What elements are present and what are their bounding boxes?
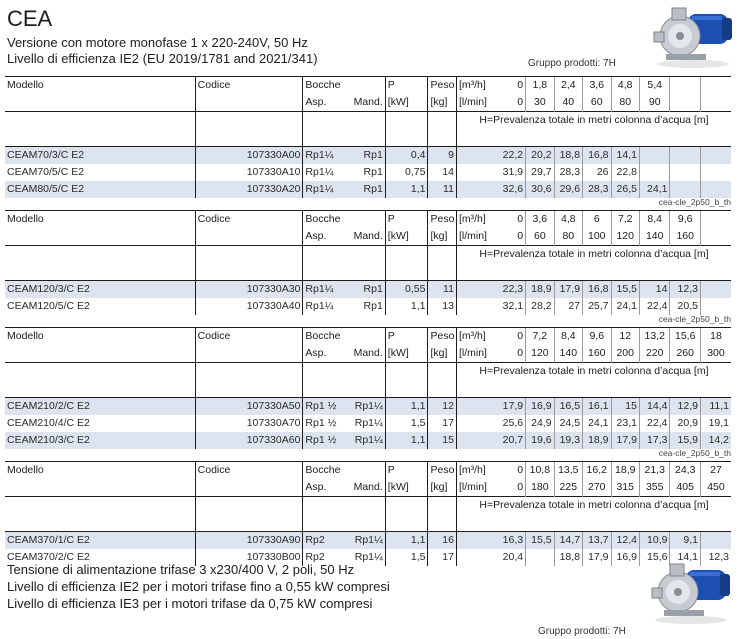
cell-h: 24,5 bbox=[554, 415, 582, 432]
cell-mand: Rp1¼ bbox=[354, 417, 383, 429]
table-header-row bbox=[5, 345, 731, 363]
cell-h: 24,1 bbox=[611, 298, 639, 315]
cell-h: 14,1 bbox=[670, 549, 701, 566]
cell-h: 14,7 bbox=[554, 532, 582, 550]
cell-h bbox=[700, 147, 731, 165]
cell-h: 19,3 bbox=[554, 432, 582, 449]
cell-h: 22,4 bbox=[639, 298, 670, 315]
cell-asp: Rp1 ½ bbox=[303, 415, 344, 432]
footer-ie3-note: Livello di efficienza IE3 per i motori trifase da 0,75 kW compresi bbox=[7, 596, 373, 611]
cell-asp: Rp1¼ bbox=[303, 147, 344, 165]
cell-mand: Rp1 bbox=[344, 281, 386, 299]
flow-m3h: 18,9 bbox=[611, 462, 639, 480]
flow-m3h: 7,2 bbox=[611, 211, 639, 229]
header-bocche: Bocche bbox=[303, 211, 385, 229]
header-bocche: Bocche bbox=[303, 462, 385, 480]
cell-peso: 15 bbox=[428, 432, 456, 449]
cell-model: CEAM210/3/C E2 bbox=[5, 432, 195, 449]
cell-h bbox=[670, 164, 701, 181]
cell-h: 19,1 bbox=[700, 415, 731, 432]
cell-h: 9,1 bbox=[670, 532, 701, 550]
cell-h: 28,3 bbox=[554, 164, 582, 181]
cell-mand: Rp1 bbox=[344, 147, 386, 165]
header-modello: Modello bbox=[5, 77, 195, 95]
table-code-label: cea-cle_2p50_b_th bbox=[658, 314, 731, 324]
cell-peso: 12 bbox=[428, 398, 456, 416]
flow-m3h: 3,6 bbox=[583, 77, 611, 95]
flow-m3h: 16,2 bbox=[583, 462, 611, 480]
flow-lmin: 220 bbox=[639, 345, 670, 363]
table-header-row bbox=[5, 363, 731, 381]
cell-h: 15,9 bbox=[670, 432, 701, 449]
flow-m3h: 12 bbox=[611, 328, 639, 346]
flow-m3h: 4,8 bbox=[611, 77, 639, 95]
table-code-label: cea-cle_2p50_b_th bbox=[658, 197, 731, 207]
cell-h: 17,9 bbox=[583, 549, 611, 566]
cell-model: CEAM80/5/C E2 bbox=[5, 181, 195, 198]
cell-asp: Rp1¼ bbox=[303, 181, 344, 198]
cell-model: CEAM120/3/C E2 bbox=[5, 281, 195, 299]
cell-mand: Rp1¼ bbox=[344, 398, 386, 416]
flow-m3h: 7,2 bbox=[526, 328, 554, 346]
cell-p: 1,5 bbox=[385, 415, 428, 432]
cell-h: 19,6 bbox=[526, 432, 554, 449]
flow-lmin: 225 bbox=[554, 479, 582, 497]
cell-model: CEAM210/2/C E2 bbox=[5, 398, 195, 416]
flow-m3h: 2,4 bbox=[554, 77, 582, 95]
flow-lmin bbox=[670, 94, 701, 112]
footer-voltage-note: Tensione di alimentazione trifase 3 x230/400 V, 2 poli, 50 Hz bbox=[7, 562, 355, 577]
cell-model: CEAM370/1/C E2 bbox=[5, 532, 195, 550]
table-header-row bbox=[5, 479, 731, 497]
cell-h: 22,2 bbox=[456, 147, 525, 165]
flow-m3h: 18 bbox=[700, 328, 731, 346]
flow-lmin: 160 bbox=[583, 345, 611, 363]
flow-lmin: 100 bbox=[583, 228, 611, 246]
cell-code: 107330A60 bbox=[195, 432, 303, 449]
performance-table-3 bbox=[5, 327, 731, 449]
flow-m3h: 0 bbox=[497, 211, 525, 229]
cell-h: 16,1 bbox=[583, 398, 611, 416]
header-codice: Codice bbox=[195, 462, 303, 480]
flow-lmin: 60 bbox=[526, 228, 554, 246]
flow-m3h bbox=[670, 77, 701, 95]
flow-lmin: 160 bbox=[670, 228, 701, 246]
flow-lmin: 300 bbox=[700, 345, 731, 363]
header-prevalenza: H=Prevalenza totale in metri colonna d’acqua [m] bbox=[456, 497, 731, 515]
cell-p: 0,55 bbox=[385, 281, 428, 299]
cell-h bbox=[700, 181, 731, 198]
table-header-row bbox=[5, 94, 731, 112]
header-modello: Modello bbox=[5, 462, 195, 480]
cell-h: 15,5 bbox=[526, 532, 554, 550]
cell-h: 18,8 bbox=[554, 147, 582, 165]
flow-m3h: 0 bbox=[497, 77, 525, 95]
flow-lmin: 355 bbox=[639, 479, 670, 497]
header-prevalenza: H=Prevalenza totale in metri colonna d’acqua [m] bbox=[456, 246, 731, 264]
flow-m3h bbox=[700, 77, 731, 95]
flow-lmin: 140 bbox=[639, 228, 670, 246]
header-codice: Codice bbox=[195, 328, 303, 346]
flow-lmin: 120 bbox=[526, 345, 554, 363]
table-row bbox=[5, 181, 731, 198]
cell-h: 24,1 bbox=[583, 415, 611, 432]
cell-h: 20,2 bbox=[526, 147, 554, 165]
cell-model: CEAM70/5/C E2 bbox=[7, 166, 85, 178]
subtitle-motor: Versione con motore monofase 1 x 220-240V, 50 Hz bbox=[7, 35, 308, 50]
flow-lmin bbox=[700, 94, 731, 112]
cell-h: 18,9 bbox=[526, 281, 554, 299]
pump-image-icon bbox=[648, 2, 738, 70]
cell-asp: Rp2 bbox=[303, 549, 344, 566]
flow-lmin: 405 bbox=[670, 479, 701, 497]
cell-h: 13,7 bbox=[583, 532, 611, 550]
cell-h bbox=[526, 549, 554, 566]
flow-lmin: 80 bbox=[554, 228, 582, 246]
flow-m3h: 13,2 bbox=[639, 328, 670, 346]
cell-h: 24,1 bbox=[639, 181, 670, 198]
cell-h: 30,6 bbox=[526, 181, 554, 198]
cell-p: 1,1 bbox=[385, 181, 428, 198]
flow-lmin: 30 bbox=[526, 94, 554, 112]
cell-h: 15 bbox=[611, 398, 639, 416]
cell-h bbox=[700, 532, 731, 550]
cell-peso: 14 bbox=[428, 164, 456, 181]
header-p: P bbox=[385, 77, 428, 95]
table-row bbox=[5, 398, 731, 416]
flow-lmin: 270 bbox=[583, 479, 611, 497]
cell-asp: Rp1¼ bbox=[303, 164, 344, 181]
cell-h bbox=[700, 298, 731, 315]
header-prevalenza: H=Prevalenza totale in metri colonna d’acqua [m] bbox=[456, 363, 731, 381]
header-peso: Peso bbox=[428, 77, 456, 95]
cell-peso: 17 bbox=[428, 415, 456, 432]
cell-p: 1,1 bbox=[385, 532, 428, 550]
header-bocche: Bocche bbox=[303, 328, 385, 346]
header-p: P bbox=[385, 211, 428, 229]
cell-asp: Rp2 bbox=[303, 532, 344, 550]
flow-m3h: 9,6 bbox=[583, 328, 611, 346]
flow-lmin: 200 bbox=[611, 345, 639, 363]
flow-lmin: 90 bbox=[639, 94, 670, 112]
header-peso: Peso bbox=[428, 211, 456, 229]
flow-m3h bbox=[700, 211, 731, 229]
cell-h: 32,1 bbox=[456, 298, 525, 315]
cell-h: 20,9 bbox=[670, 415, 701, 432]
cell-model: CEAM70/3/C E2 bbox=[5, 147, 195, 165]
header-kw: [kW] bbox=[385, 479, 428, 497]
header-asp: Asp. bbox=[303, 479, 344, 497]
cell-h: 28,2 bbox=[526, 298, 554, 315]
flow-m3h: 15,6 bbox=[670, 328, 701, 346]
cell-asp: Rp1¼ bbox=[303, 281, 344, 299]
cell-code: 107330A10 bbox=[195, 164, 303, 181]
cell-model: CEAM370/2/C E2 bbox=[7, 551, 90, 563]
header-m3h: [m³/h] bbox=[456, 211, 497, 229]
flow-m3h: 8,4 bbox=[554, 328, 582, 346]
table-row bbox=[5, 164, 731, 181]
cell-h: 17,9 bbox=[611, 432, 639, 449]
header-p: P bbox=[385, 328, 428, 346]
table-header-row bbox=[5, 328, 731, 346]
cell-mand: Rp1¼ bbox=[354, 551, 383, 563]
cell-h: 17,3 bbox=[639, 432, 670, 449]
header-asp: Asp. bbox=[303, 345, 344, 363]
product-group-label: Gruppo prodotti: 7H bbox=[528, 58, 616, 69]
cell-h: 15,5 bbox=[611, 281, 639, 299]
flow-m3h: 3,6 bbox=[526, 211, 554, 229]
header-lmin: [l/min] bbox=[456, 345, 497, 363]
cell-h: 16,5 bbox=[554, 398, 582, 416]
cell-code: 107330A50 bbox=[195, 398, 303, 416]
cell-h: 16,9 bbox=[526, 398, 554, 416]
header-codice: Codice bbox=[195, 211, 303, 229]
cell-h: 14,1 bbox=[611, 147, 639, 165]
header-peso: Peso bbox=[428, 462, 456, 480]
flow-m3h: 13,5 bbox=[554, 462, 582, 480]
cell-h bbox=[670, 147, 701, 165]
cell-h: 16,8 bbox=[583, 147, 611, 165]
header-m3h: [m³/h] bbox=[456, 77, 497, 95]
header-mand: Mand. bbox=[353, 96, 383, 108]
cell-h bbox=[670, 181, 701, 198]
cell-h: 16,8 bbox=[583, 281, 611, 299]
pump-image-icon bbox=[646, 558, 736, 626]
cell-p: 0,75 bbox=[385, 164, 428, 181]
cell-code: 107330A30 bbox=[195, 281, 303, 299]
flow-m3h: 1,8 bbox=[526, 77, 554, 95]
cell-h: 15,6 bbox=[639, 549, 670, 566]
table-row bbox=[5, 281, 731, 299]
cell-h: 29,6 bbox=[554, 181, 582, 198]
flow-lmin: 180 bbox=[526, 479, 554, 497]
header-lmin: [l/min] bbox=[456, 94, 497, 112]
cell-mand: Rp1 bbox=[363, 166, 383, 178]
flow-m3h: 0 bbox=[497, 328, 525, 346]
cell-h: 12,3 bbox=[670, 281, 701, 299]
flow-m3h: 8,4 bbox=[639, 211, 670, 229]
table-row bbox=[5, 147, 731, 165]
flow-lmin: 0 bbox=[517, 481, 524, 493]
flow-lmin: 260 bbox=[670, 345, 701, 363]
table-row bbox=[5, 432, 731, 449]
table-row bbox=[5, 298, 731, 315]
cell-h: 14,2 bbox=[700, 432, 731, 449]
cell-h: 27 bbox=[554, 298, 582, 315]
header-m3h: [m³/h] bbox=[456, 328, 497, 346]
flow-lmin: 120 bbox=[611, 228, 639, 246]
flow-m3h: 4,8 bbox=[554, 211, 582, 229]
cell-code: 107330A00 bbox=[195, 147, 303, 165]
header-m3h: [m³/h] bbox=[456, 462, 497, 480]
table-header-row bbox=[5, 211, 731, 229]
cell-peso: 16 bbox=[428, 532, 456, 550]
header-asp: Asp. bbox=[303, 94, 344, 112]
product-group-label: Gruppo prodotti: 7H bbox=[538, 626, 626, 637]
cell-code: 107330A20 bbox=[195, 181, 303, 198]
cell-asp: Rp1¼ bbox=[303, 298, 344, 315]
flow-m3h: 10,8 bbox=[526, 462, 554, 480]
cell-h bbox=[700, 164, 731, 181]
header-lmin: [l/min] bbox=[456, 228, 497, 246]
flow-m3h: 24,3 bbox=[670, 462, 701, 480]
header-peso: Peso bbox=[428, 328, 456, 346]
table-header-row bbox=[5, 77, 731, 95]
cell-asp: Rp1 ½ bbox=[303, 398, 344, 416]
cell-h: 23,1 bbox=[611, 415, 639, 432]
header-kg: [kg] bbox=[428, 479, 456, 497]
cell-h: 26 bbox=[583, 164, 611, 181]
flow-lmin bbox=[700, 228, 731, 246]
header-lmin: [l/min] bbox=[456, 479, 497, 497]
flow-m3h: 0 bbox=[497, 462, 525, 480]
subtitle-efficiency: Livello di efficienza IE2 (EU 2019/1781 and 2021/341) bbox=[7, 51, 318, 66]
cell-model: CEAM210/4/C E2 bbox=[7, 417, 90, 429]
header-kw: [kW] bbox=[385, 94, 428, 112]
header-mand: Mand. bbox=[353, 347, 383, 359]
page-title: CEA bbox=[7, 6, 53, 31]
cell-h bbox=[639, 147, 670, 165]
cell-h: 14 bbox=[639, 281, 670, 299]
header-codice: Codice bbox=[195, 77, 303, 95]
cell-code: 107330A40 bbox=[195, 298, 303, 315]
cell-h: 17,9 bbox=[456, 398, 525, 416]
table-code-label: cea-cle_2p50_b_th bbox=[658, 448, 731, 458]
cell-h: 22,8 bbox=[611, 164, 639, 181]
cell-mand: Rp1¼ bbox=[344, 432, 386, 449]
performance-table-4 bbox=[5, 461, 731, 566]
header-kw: [kW] bbox=[385, 345, 428, 363]
flow-m3h: 21,3 bbox=[639, 462, 670, 480]
cell-peso: 9 bbox=[428, 147, 456, 165]
cell-h: 25,6 bbox=[456, 415, 525, 432]
cell-h: 31,9 bbox=[456, 164, 525, 181]
table-header-row bbox=[5, 462, 731, 480]
header-modello: Modello bbox=[5, 328, 195, 346]
cell-h: 24,9 bbox=[526, 415, 554, 432]
cell-asp: Rp1 ½ bbox=[303, 432, 344, 449]
cell-h: 18,9 bbox=[583, 432, 611, 449]
cell-peso: 17 bbox=[428, 549, 456, 566]
table-header-row bbox=[5, 497, 731, 515]
flow-m3h: 5,4 bbox=[639, 77, 670, 95]
flow-lmin: 0 bbox=[517, 230, 524, 242]
cell-h: 11,1 bbox=[700, 398, 731, 416]
cell-peso: 11 bbox=[428, 181, 456, 198]
header-mand: Mand. bbox=[353, 230, 383, 242]
cell-h: 26,5 bbox=[611, 181, 639, 198]
cell-h: 10,9 bbox=[639, 532, 670, 550]
cell-p: 1,1 bbox=[385, 432, 428, 449]
header-kg: [kg] bbox=[428, 94, 456, 112]
cell-h: 18,8 bbox=[554, 549, 582, 566]
cell-h: 28,3 bbox=[583, 181, 611, 198]
cell-peso: 13 bbox=[428, 298, 456, 315]
cell-code: 107330A90 bbox=[195, 532, 303, 550]
cell-h: 12,4 bbox=[611, 532, 639, 550]
cell-h: 12,9 bbox=[670, 398, 701, 416]
cell-h: 20,5 bbox=[670, 298, 701, 315]
cell-h: 17,9 bbox=[554, 281, 582, 299]
cell-h: 12,3 bbox=[700, 549, 731, 566]
cell-code: 107330B00 bbox=[195, 549, 303, 566]
cell-h: 16,3 bbox=[456, 532, 525, 550]
flow-lmin: 80 bbox=[611, 94, 639, 112]
cell-h: 20,7 bbox=[456, 432, 525, 449]
flow-lmin: 450 bbox=[700, 479, 731, 497]
cell-h: 25,7 bbox=[583, 298, 611, 315]
cell-code: 107330A70 bbox=[195, 415, 303, 432]
header-p: P bbox=[385, 462, 428, 480]
flow-m3h: 6 bbox=[583, 211, 611, 229]
performance-table-2 bbox=[5, 210, 731, 315]
cell-model: CEAM120/5/C E2 bbox=[7, 300, 90, 312]
cell-mand: Rp1¼ bbox=[344, 532, 386, 550]
table-row bbox=[5, 532, 731, 550]
header-kw: [kW] bbox=[385, 228, 428, 246]
table-row bbox=[5, 415, 731, 432]
footer-ie2-note: Livello di efficienza IE2 per i motori trifase fino a 0,55 kW compresi bbox=[7, 579, 390, 594]
flow-lmin: 40 bbox=[554, 94, 582, 112]
header-bocche: Bocche bbox=[303, 77, 385, 95]
header-asp: Asp. bbox=[303, 228, 344, 246]
flow-lmin: 0 bbox=[517, 347, 524, 359]
cell-h: 22,4 bbox=[639, 415, 670, 432]
cell-h: 16,9 bbox=[611, 549, 639, 566]
cell-peso: 11 bbox=[428, 281, 456, 299]
header-mand: Mand. bbox=[353, 481, 383, 493]
cell-h: 20,4 bbox=[456, 549, 525, 566]
table-header-row bbox=[5, 228, 731, 246]
table-header-row bbox=[5, 112, 731, 130]
header-kg: [kg] bbox=[428, 345, 456, 363]
cell-h: 14,4 bbox=[639, 398, 670, 416]
flow-m3h: 27 bbox=[700, 462, 731, 480]
flow-lmin: 60 bbox=[583, 94, 611, 112]
cell-p: 1,1 bbox=[385, 298, 428, 315]
cell-mand: Rp1 bbox=[363, 300, 383, 312]
cell-h bbox=[700, 281, 731, 299]
cell-p: 0,4 bbox=[385, 147, 428, 165]
cell-h: 32,6 bbox=[456, 181, 525, 198]
header-modello: Modello bbox=[5, 211, 195, 229]
cell-h: 22,3 bbox=[456, 281, 525, 299]
cell-h: 29,7 bbox=[526, 164, 554, 181]
table-header-row bbox=[5, 246, 731, 264]
flow-lmin: 315 bbox=[611, 479, 639, 497]
header-kg: [kg] bbox=[428, 228, 456, 246]
cell-h bbox=[639, 164, 670, 181]
performance-table-1 bbox=[5, 76, 731, 198]
flow-lmin: 140 bbox=[554, 345, 582, 363]
flow-m3h: 9,6 bbox=[670, 211, 701, 229]
cell-p: 1,1 bbox=[385, 398, 428, 416]
header-prevalenza: H=Prevalenza totale in metri colonna d’acqua [m] bbox=[456, 112, 731, 130]
cell-mand: Rp1 bbox=[344, 181, 386, 198]
flow-lmin: 0 bbox=[517, 96, 524, 108]
cell-p: 1,5 bbox=[385, 549, 428, 566]
